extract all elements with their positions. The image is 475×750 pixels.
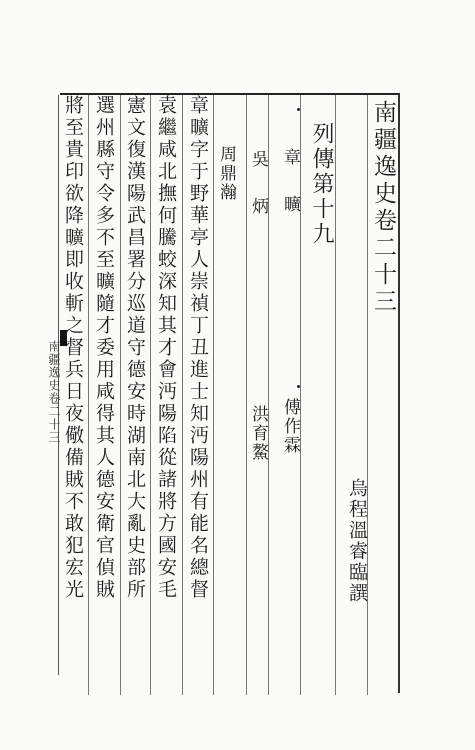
ink-dot xyxy=(297,108,300,111)
chapter-heading: 列傳第十九 xyxy=(309,122,334,247)
body-column-5: 將至貴印欲降曠即收斬之督兵日夜儆備賊不敢犯宏光 xyxy=(62,95,84,601)
body-column-1: 章曠字于野華亭人崇禎丁丑進士知沔陽州有能名總督 xyxy=(187,95,209,601)
subject-zhang: 章 曠 xyxy=(280,148,300,217)
body-column-3: 憲文復漢陽武昌署分巡道守德安時湖南北大亂史部所 xyxy=(124,95,146,601)
volume-title: 南疆逸史卷二十三 xyxy=(370,100,396,316)
body-column-4: 選州縣守令多不至曠隨才委用咸得其人德安衛官偵賊 xyxy=(93,95,115,601)
margin-label: 南疆逸史卷二十三 xyxy=(47,340,61,444)
body-column-2: 袁繼咸北撫何騰蛟深知其才會沔陽陷從諸將方國安毛 xyxy=(155,95,177,601)
subject-hong: 洪育鰲 xyxy=(248,405,268,462)
subject-fu: 傅作霖 xyxy=(280,398,300,455)
ink-dot xyxy=(297,385,300,388)
subject-zhou: 周鼎瀚 xyxy=(216,145,236,202)
author-attribution: 烏程溫睿臨譔 xyxy=(346,478,368,604)
subject-wu: 吳 炳 xyxy=(248,150,268,219)
